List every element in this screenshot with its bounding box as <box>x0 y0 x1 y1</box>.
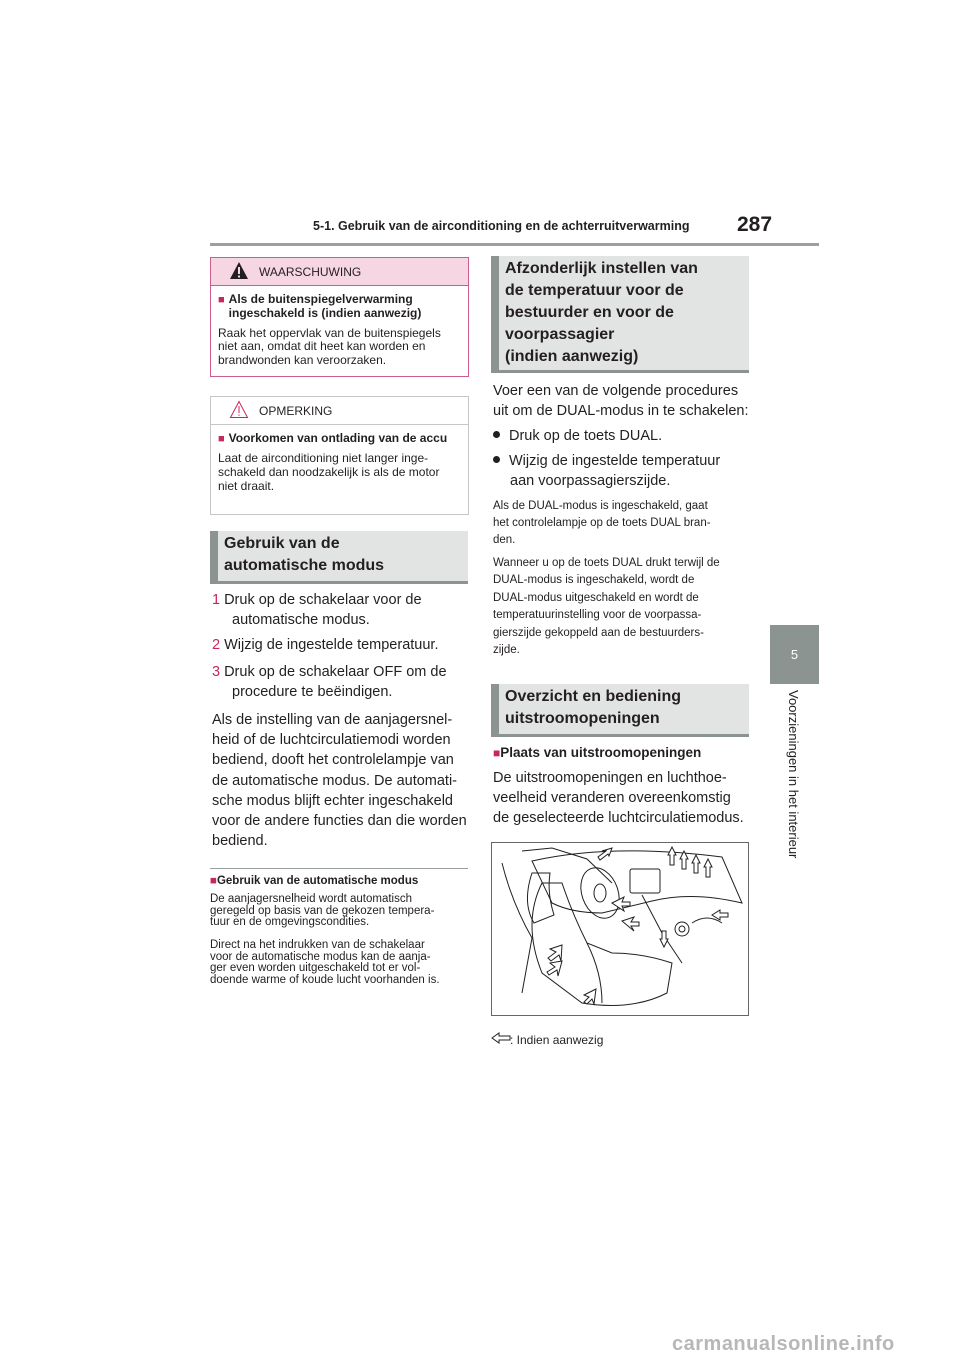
heading-line: Afzonderlijk instellen van <box>505 260 698 277</box>
dual-bullet-1: Druk op de toets DUAL. <box>493 426 662 446</box>
text-line: veelheid veranderen overeenkomstig <box>493 790 731 806</box>
square-bullet-icon: ■ <box>493 746 501 760</box>
page-number: 287 <box>737 213 773 236</box>
text-line: uit om de DUAL-modus in te schakelen: <box>493 403 749 419</box>
text-line: voor de andere functies dan die worden <box>212 813 467 830</box>
text-line: ger even worden uitgeschakeld tot er vol- <box>210 962 421 974</box>
bullet-dot-icon <box>493 456 500 463</box>
auto-note-title: ■Gebruik van de automatische modus <box>210 875 419 887</box>
section-heading-dual <box>491 256 749 373</box>
heading-line: de temperatuur voor de <box>505 282 684 299</box>
note-box <box>210 396 469 515</box>
step-text: Druk op de schakelaar voor de <box>224 592 422 608</box>
square-bullet-icon: ■ <box>218 294 225 306</box>
text-line: den. <box>493 534 516 546</box>
text-line: DUAL-modus is ingeschakeld, wordt de <box>493 574 695 587</box>
warning-box-header <box>211 258 468 286</box>
caution-triangle-icon <box>229 400 249 423</box>
square-bullet-icon: ■ <box>210 875 217 887</box>
step-3 <box>212 662 447 702</box>
text-line: tuur en de omgevingscondities. <box>210 916 370 928</box>
text-line: heid of de luchtcirculatiemodi worden <box>212 732 451 749</box>
step-text: procedure te beëindigen. <box>232 684 393 700</box>
text-line: Als de DUAL-modus is ingeschakeld, gaat <box>493 500 708 512</box>
text-line: De uitstroomopeningen en luchthoe- <box>493 770 727 786</box>
auto-mode-paragraph <box>212 710 467 851</box>
header-divider <box>210 243 819 246</box>
text-line: de automatische modus. De automati- <box>212 772 458 789</box>
note-box-header <box>211 397 468 425</box>
step-number: 1 <box>212 592 221 608</box>
vents-paragraph <box>493 768 744 828</box>
warning-box <box>210 257 469 377</box>
optional-arrow-icon <box>491 1031 511 1049</box>
step-2 <box>212 635 438 655</box>
text-line: Wanneer u op de toets DUAL drukt terwijl de <box>493 557 720 569</box>
text-line: geregeld op basis van de gekozen tempera- <box>210 904 435 917</box>
dual-bullet-2: Wijzig de ingestelde temperatuur aan voorpassagierszijde. <box>493 451 720 491</box>
warning-subheading: Als de buitenspiegelverwarming ingeschakeld is (indien aanwezig) <box>228 292 422 320</box>
step-number: 2 <box>212 637 221 653</box>
bullet-dot-icon <box>493 431 500 438</box>
auto-note-p1 <box>210 894 434 929</box>
heading-line: automatische modus <box>224 557 385 574</box>
step-text: automatische modus. <box>232 612 370 628</box>
note-subheading: Voorkomen van ontlading van de accu <box>228 431 448 445</box>
text-line: het controlelampje op de toets DUAL bran- <box>493 517 711 529</box>
heading-line: voorpassagier <box>505 326 615 343</box>
heading-line: uitstroomopeningen <box>505 710 660 727</box>
auto-note-p2 <box>210 940 440 986</box>
dual-p2 <box>493 555 720 659</box>
square-bullet-icon: ■ <box>218 433 225 445</box>
section-heading-vents <box>491 684 749 737</box>
heading-line: Overzicht en bediening <box>505 688 682 705</box>
note-heading: OPMERKING <box>259 404 333 418</box>
running-header: 5-1. Gebruik van de airconditioning en de achterruitverwarming <box>313 219 690 233</box>
text-line: temperatuurinstelling voor de voorpassa- <box>493 609 702 622</box>
step-number: 3 <box>212 664 221 680</box>
dual-p1 <box>493 498 711 549</box>
heading-line: bestuurder en voor de <box>505 304 674 321</box>
vents-subtitle: ■Plaats van uitstroomopeningen <box>493 745 702 760</box>
text-line: Direct na het indrukken van de schakelaar <box>210 939 425 951</box>
text-line: zijde. <box>493 644 520 657</box>
warning-triangle-icon <box>229 261 249 284</box>
text-line: DUAL-modus uitgeschakeld en wordt de <box>493 591 699 604</box>
step-text: Druk op de schakelaar OFF om de <box>224 664 447 680</box>
dual-intro <box>493 381 749 421</box>
text-line: de geselecteerde luchtcirculatiemodus. <box>493 810 744 826</box>
warning-text: Raak het oppervlak van de buitenspiegels niet aan, omdat dit heet kan worden en brandwonden kan veroorzaken. <box>218 325 441 368</box>
note-text: Laat de airconditioning niet langer inge-schakeld dan noodzakelijk is als de motor niet draait. <box>218 451 440 493</box>
vents-illustration <box>491 842 749 1016</box>
text-line: sche modus blijft echter ingeschakeld <box>212 792 453 809</box>
warning-heading: WAARSCHUWING <box>259 265 362 279</box>
text-line: Als de instelling van de aanjagersnel- <box>212 712 453 728</box>
heading-line: (indien aanwezig) <box>505 348 639 365</box>
text-line: bediend. <box>212 833 268 850</box>
note-divider <box>210 868 468 869</box>
heading-line: Gebruik van de <box>224 535 340 552</box>
legend-text: : Indien aanwezig <box>510 1033 604 1047</box>
text-line: De aanjagersnelheid wordt automatisch <box>210 893 413 905</box>
watermark: carmanualsonline.info <box>672 1333 895 1355</box>
section-heading-auto-mode <box>210 531 468 584</box>
text-line: bediend, dooft het controlelampje van <box>212 752 454 769</box>
text-line: voor de automatische modus kan de aanja- <box>210 950 431 963</box>
text-line: doende warme of koude lucht voorhanden is. <box>210 973 440 986</box>
step-text: Wijzig de ingestelde temperatuur. <box>224 637 439 653</box>
text-line: gierszijde gekoppeld aan de bestuurders- <box>493 626 704 639</box>
text-line: Voer een van de volgende procedures <box>493 383 739 399</box>
chapter-caption: Voorzieningen in het interieur <box>786 690 801 859</box>
chapter-tab[interactable]: 5 <box>770 625 819 684</box>
step-1 <box>212 590 422 630</box>
